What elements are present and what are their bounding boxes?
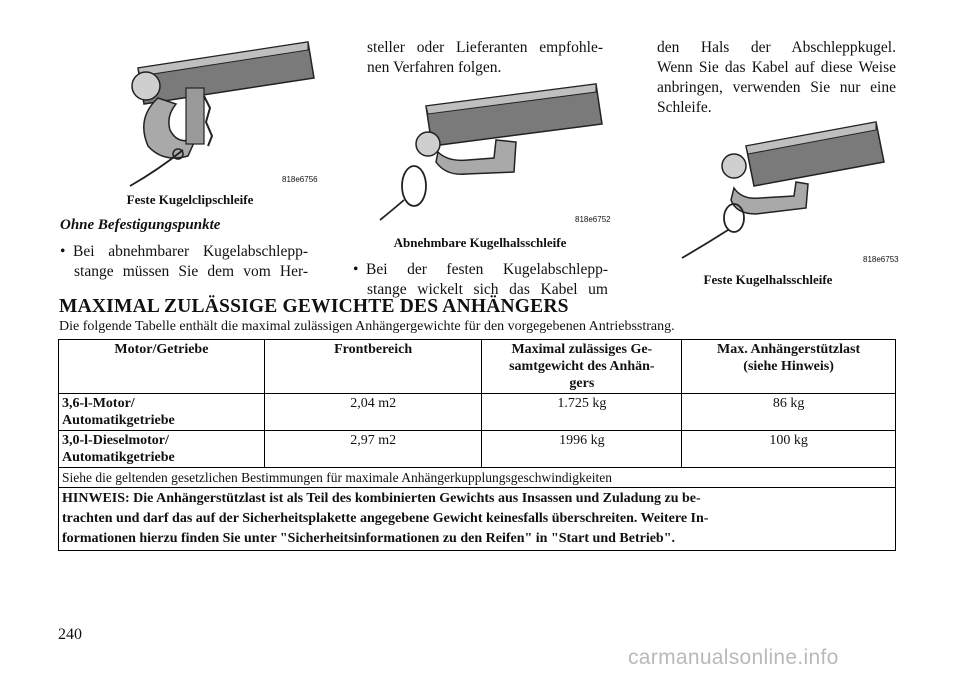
col-header-gross-weight: Maximal zulässiges Ge- samtgewicht des Anhän- gers (482, 340, 682, 394)
figure-removable-ball-loop (376, 82, 606, 222)
cell-frontal-area: 2,97 m2 (264, 431, 482, 468)
cell-gross-weight: 1996 kg (482, 431, 682, 468)
table-note-row (59, 488, 896, 551)
cell-gross-weight: 1.725 kg (482, 394, 682, 431)
mid-para-top: steller oder Lieferanten empfohle- nen Verfahren folgen. (367, 39, 603, 76)
bullet-dot: • (60, 243, 66, 260)
figure-fixed-ball-clip-loop (118, 38, 318, 188)
bullet-removable: • Bei abnehmbarer Kugelabschlepp- stange müssen Sie dem vom Her- (60, 243, 308, 280)
figure-caption: Abnehmbare Kugelhalsschleife (393, 235, 567, 250)
figure-caption: Feste Kugelhalsschleife (703, 272, 833, 287)
figure-caption: Feste Kugelclipschleife (126, 192, 254, 207)
section-title: MAXIMAL ZULÄSSIGE GEWICHTE DES ANHÄNGERS (59, 296, 569, 317)
cell-engine: 3,0-l-Dieselmotor/ Automatikgetriebe (59, 431, 265, 468)
figure-fixed-ball-neck-loop (676, 118, 896, 260)
cell-tongue-weight: 100 kg (682, 431, 896, 468)
section-intro: Die folgende Tabelle enthält die maximal zulässigen Anhängergewichte für den vorgegebenen Antriebsstrang. (59, 319, 675, 334)
table-note-row (59, 468, 896, 488)
hitch-illustration-2 (376, 82, 606, 222)
table-header-row (59, 340, 896, 394)
page-number: 240 (58, 626, 82, 643)
right-para: den Hals der Abschleppkugel. Wenn Sie das Kabel auf diese Weise anbringen, verwenden Sie nur eine Schleife. (657, 39, 896, 116)
hitch-illustration-1 (118, 38, 318, 188)
figure-code: 818e6753 (863, 255, 899, 264)
bullet-dot: • (353, 261, 359, 278)
table-row (59, 394, 896, 431)
cell-engine: 3,6-l-Motor/ Automatikgetriebe (59, 394, 265, 431)
cell-tongue-weight: 86 kg (682, 394, 896, 431)
bullet-fixed: • Bei der festen Kugelabschlepp- stange wickelt sich das Kabel um (353, 261, 608, 298)
figure-code: 818e6756 (282, 175, 318, 184)
col-header-tongue-weight: Max. Anhängerstützlast (siehe Hinweis) (682, 340, 896, 394)
watermark: carmanualsonline.info (628, 646, 839, 669)
figure-code: 818e6752 (575, 215, 611, 224)
trailer-weight-table (58, 339, 896, 551)
col-header-frontal-area: Frontbereich (264, 340, 482, 394)
subheading-no-attachment-points: Ohne Befestigungspunkte (60, 217, 221, 233)
table-row (59, 431, 896, 468)
cell-frontal-area: 2,04 m2 (264, 394, 482, 431)
col-header-engine: Motor/Getriebe (59, 340, 265, 394)
note-warning: HINWEIS: Die Anhängerstützlast ist als Teil des kombinierten Gewichts aus Insassen und Zuladung zu be- trachten und darf das auf der Sicherheitsplakette angegebene Gewicht keinesfalls überschreiten. Weitere In- formationen hierzu finden Sie unter "Sicherheitsinformationen zu den Reifen" in "Start und Betrieb". (59, 488, 896, 551)
hitch-illustration-3 (676, 118, 896, 260)
note-regulations: Siehe die geltenden gesetzlichen Bestimmungen für maximale Anhängerkupplungsgeschwindigkeiten (59, 468, 896, 488)
